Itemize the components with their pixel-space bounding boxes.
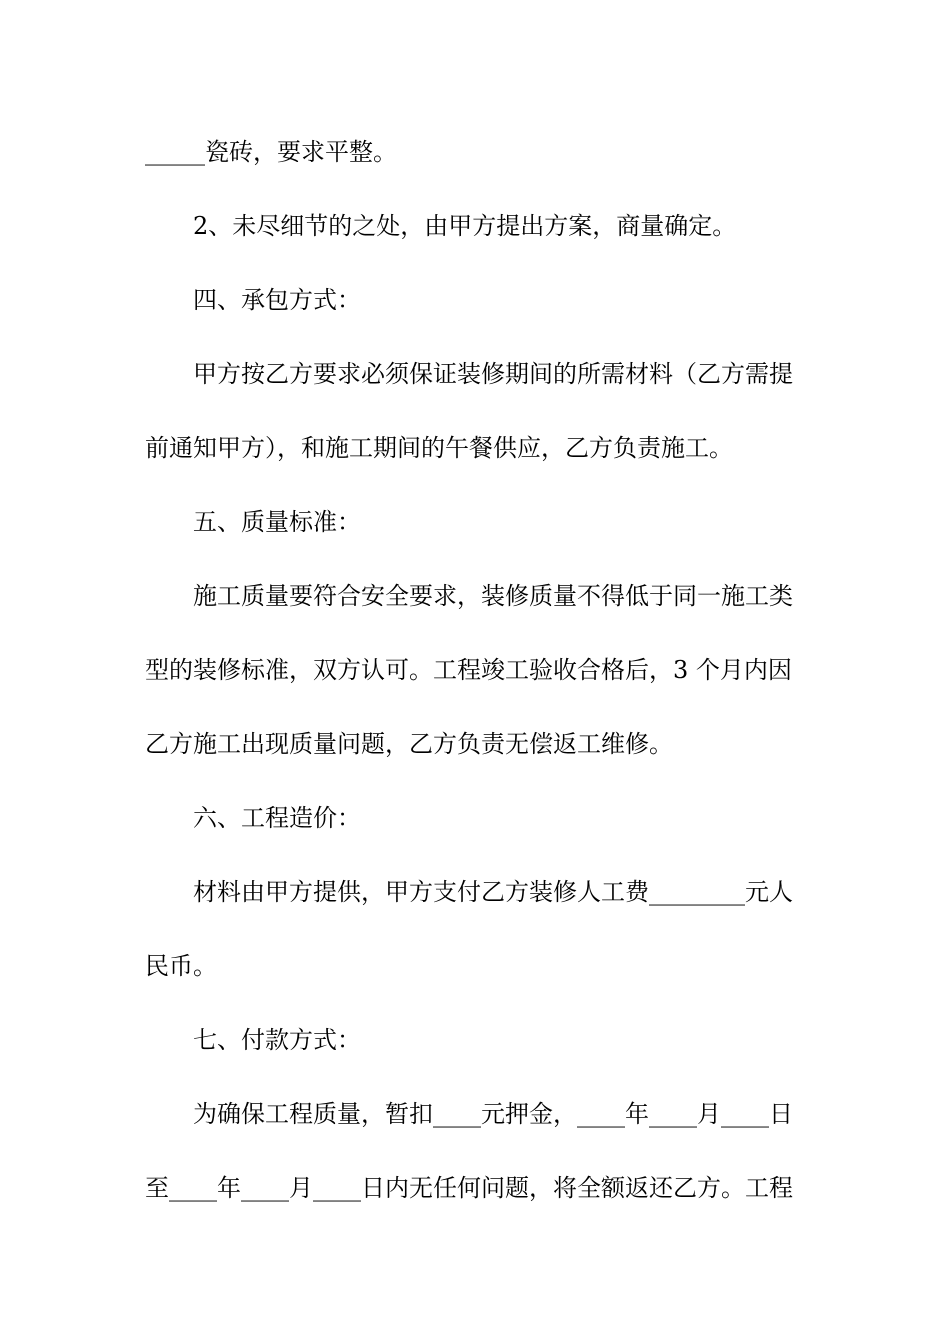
section-heading: 六、工程造价： — [193, 804, 361, 832]
paragraph-line: _____瓷砖，要求平整。 — [145, 138, 397, 166]
paragraph-line: 施工质量要符合安全要求，装修质量不得低于同一施工类 — [193, 582, 793, 610]
paragraph-line: 甲方按乙方要求必须保证装修期间的所需材料（乙方需提 — [193, 360, 793, 388]
section-heading: 五、质量标准： — [193, 508, 361, 536]
section-heading: 四、承包方式： — [193, 286, 361, 314]
paragraph-line: 型的装修标准，双方认可。工程竣工验收合格后，3 个月内因 — [145, 656, 792, 684]
paragraph-line: 材料由甲方提供，甲方支付乙方装修人工费________元人 — [193, 878, 793, 906]
paragraph-line: 前通知甲方），和施工期间的午餐供应，乙方负责施工。 — [145, 434, 733, 462]
paragraph-line: 为确保工程质量，暂扣____元押金，____年____月____日 — [193, 1100, 793, 1128]
paragraph-line: 乙方施工出现质量问题，乙方负责无偿返工维修。 — [145, 730, 673, 758]
paragraph-line: 至____年____月____日内无任何问题，将全额返还乙方。工程 — [145, 1174, 793, 1202]
section-heading: 七、付款方式： — [193, 1026, 361, 1054]
paragraph-line: 民币。 — [145, 952, 217, 980]
paragraph-line: 2、未尽细节的之处，由甲方提出方案，商量确定。 — [193, 212, 737, 240]
